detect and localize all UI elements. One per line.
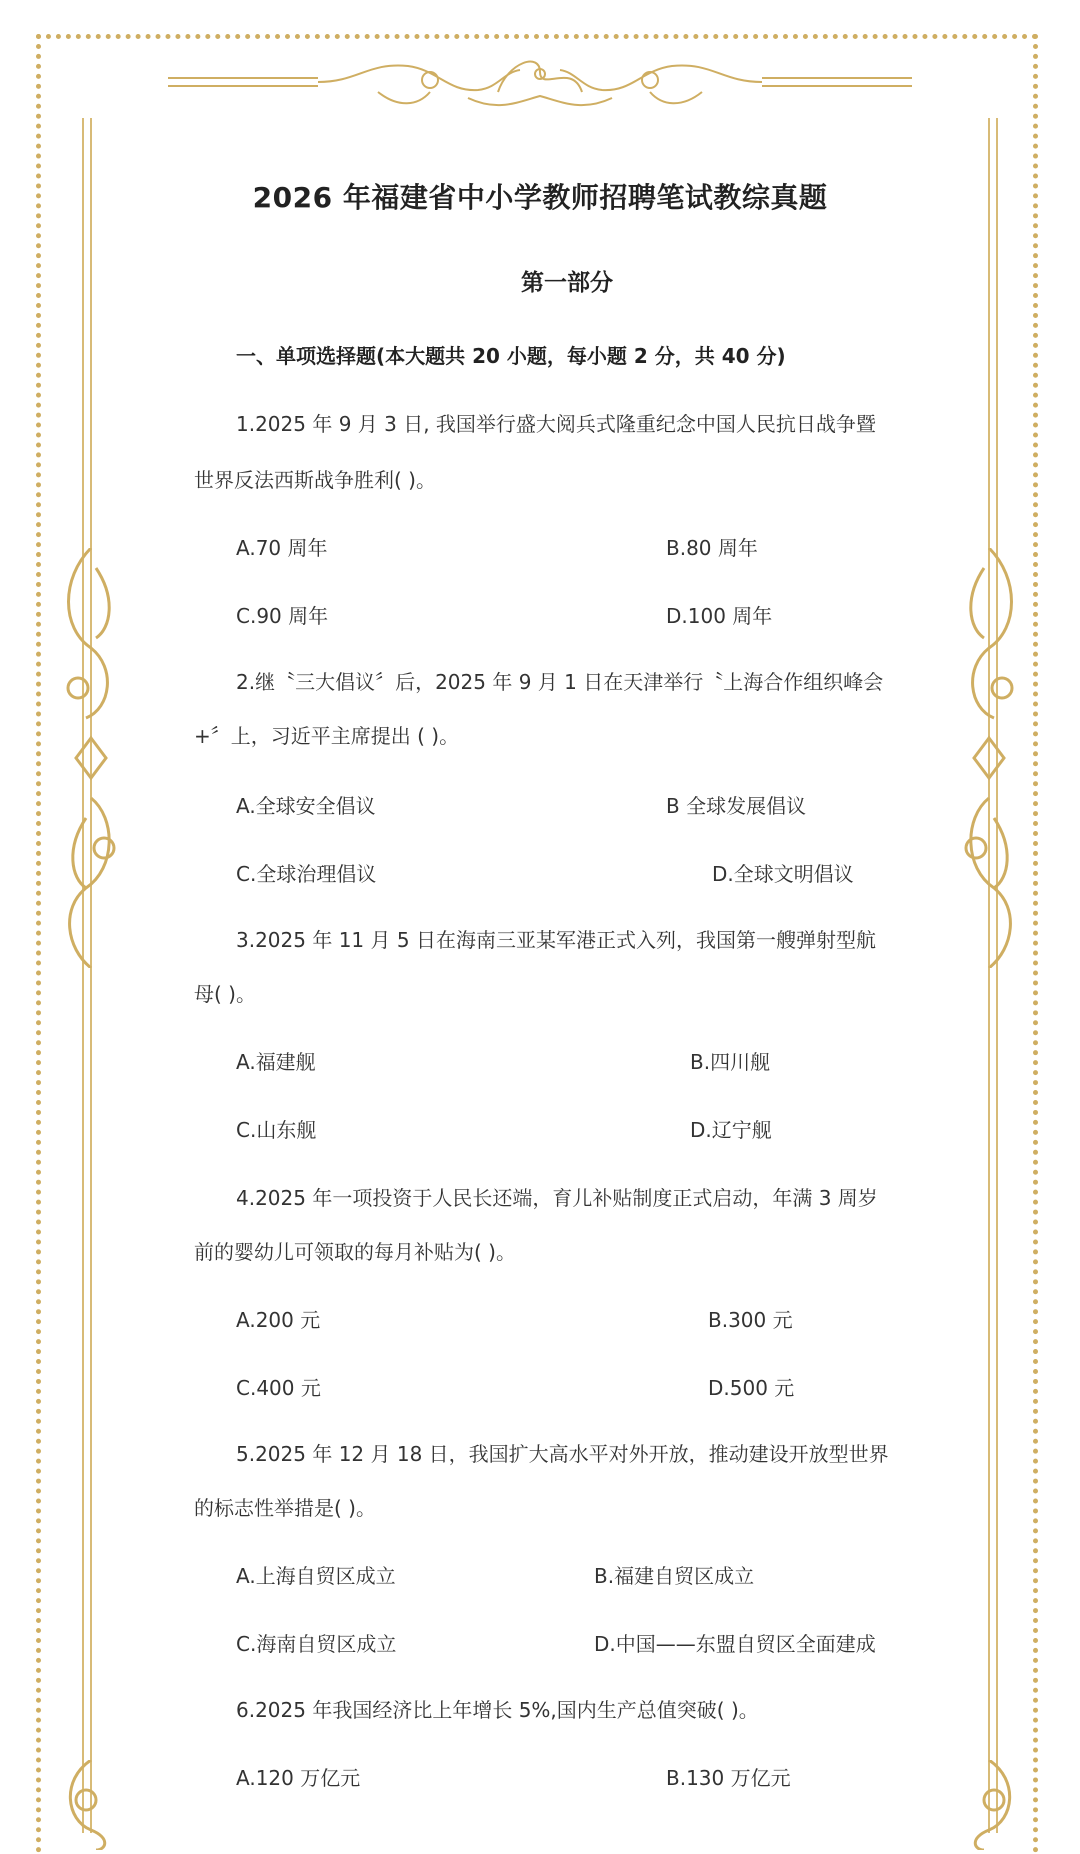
- left-flourish-ornament: [56, 548, 126, 968]
- question-3-option-c: C.山东舰: [236, 1118, 317, 1142]
- question-2-line-2: +〞上，习近平主席提出 ( )。: [194, 724, 460, 748]
- question-1-option-c: C.90 周年: [236, 604, 329, 628]
- bottom-right-flourish-ornament: [954, 1760, 1024, 1850]
- question-2-option-b: B 全球发展倡议: [666, 794, 807, 818]
- question-4-option-c: C.400 元: [236, 1376, 321, 1400]
- question-1-option-a: A.70 周年: [236, 536, 328, 560]
- right-flourish-ornament: [954, 548, 1024, 968]
- right-border-line-inner: [988, 118, 990, 1833]
- question-6-option-a: A.120 万亿元: [236, 1766, 361, 1790]
- question-5-line-1: 5.2025 年 12 月 18 日，我国扩大高水平对外开放，推动建设开放型世界: [236, 1442, 889, 1466]
- question-4-option-a: A.200 元: [236, 1308, 321, 1332]
- question-4-line-2: 前的婴幼儿可领取的每月补贴为( )。: [194, 1240, 516, 1264]
- question-3-line-2: 母( )。: [194, 982, 256, 1006]
- question-2-option-c: C.全球治理倡议: [236, 862, 377, 886]
- question-1-line-1: 1.2025 年 9 月 3 日, 我国举行盛大阅兵式隆重纪念中国人民抗日战争暨: [236, 412, 876, 436]
- question-1-option-d: D.100 周年: [666, 604, 773, 628]
- question-5-option-a: A.上海自贸区成立: [236, 1564, 396, 1588]
- question-3-line-1: 3.2025 年 11 月 5 日在海南三亚某军港正式入列，我国第一艘弹射型航: [236, 928, 876, 952]
- question-1-line-2: 世界反法西斯战争胜利( )。: [194, 468, 436, 492]
- question-5-option-c: C.海南自贸区成立: [236, 1632, 397, 1656]
- question-4-option-d: D.500 元: [708, 1376, 795, 1400]
- question-6-option-b: B.130 万亿元: [666, 1766, 791, 1790]
- question-2-option-a: A.全球安全倡议: [236, 794, 376, 818]
- question-3-option-d: D.辽宁舰: [690, 1118, 772, 1142]
- top-flourish-ornament: [168, 52, 912, 122]
- question-2-line-1: 2.继〝三大倡议〞后，2025 年 9 月 1 日在天津举行〝上海合作组织峰会: [236, 670, 884, 694]
- question-4-line-1: 4.2025 年一项投资于人民长还端，育儿补贴制度正式启动，年满 3 周岁: [236, 1186, 878, 1210]
- question-6-line-1: 6.2025 年我国经济比上年增长 5%,国内生产总值突破( )。: [236, 1698, 759, 1722]
- question-5-line-2: 的标志性举措是( )。: [194, 1496, 376, 1520]
- question-3-option-b: B.四川舰: [690, 1050, 771, 1074]
- question-3-option-a: A.福建舰: [236, 1050, 316, 1074]
- right-border-line: [996, 118, 998, 1833]
- question-5-option-d: D.中国——东盟自贸区全面建成: [594, 1632, 876, 1656]
- part-heading: 第一部分: [521, 270, 613, 296]
- question-2-option-d: D.全球文明倡议: [712, 862, 854, 886]
- question-4-option-b: B.300 元: [708, 1308, 793, 1332]
- document-title: 2026 年福建省中小学教师招聘笔试教综真题: [252, 181, 828, 214]
- left-border-line-inner: [90, 118, 92, 1833]
- section-heading: 一、单项选择题(本大题共 20 小题，每小题 2 分，共 40 分): [236, 344, 786, 368]
- bottom-left-flourish-ornament: [56, 1760, 126, 1850]
- question-1-option-b: B.80 周年: [666, 536, 758, 560]
- left-border-line: [82, 118, 84, 1833]
- question-5-option-b: B.福建自贸区成立: [594, 1564, 755, 1588]
